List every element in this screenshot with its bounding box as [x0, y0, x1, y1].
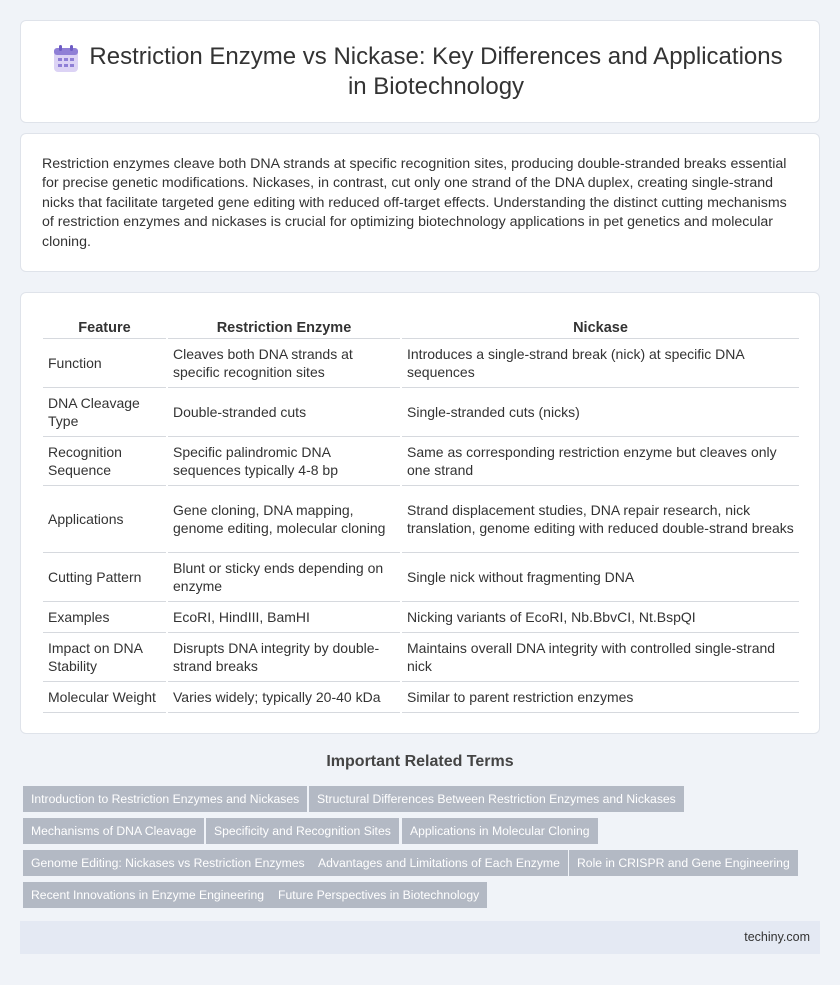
nickase-cell: Introduces a single-strand break (nick) at specific DNA sequences — [401, 338, 799, 387]
table-row — [43, 632, 799, 681]
related-tag-crispr[interactable]: Role in CRISPR and Gene Engineering — [569, 850, 798, 876]
related-terms-heading: Important Related Terms — [326, 753, 514, 770]
nickase-cell: Maintains overall DNA integrity with controlled single-strand nick — [401, 632, 799, 681]
nickase-cell: Single-stranded cuts (nicks) — [401, 387, 799, 436]
header-feature: Feature — [43, 314, 167, 338]
feature-cell: Recognition Sequence — [43, 436, 167, 485]
nickase-cell: Similar to parent restriction enzymes — [401, 681, 799, 712]
related-tag-structural-differences[interactable]: Structural Differences Between Restriction Enzymes and Nickases — [309, 786, 684, 812]
feature-cell: Cutting Pattern — [43, 552, 167, 601]
intro-paragraph: Restriction enzymes cleave both DNA strands at specific recognition sites, producing double-stranded breaks essential for precise genetic modifications. Nickases, in contrast, cut only one strand of the DNA duplex, creating single-strand nicks that facilitate targeted gene editing with reduced off-target effects. Understanding the distinct cutting mechanisms of restriction enzymes and nickases is crucial for optimizing biotechnology applications in pet genetics and molecular cloning. — [42, 156, 787, 250]
comparison-table-card — [20, 292, 820, 734]
nickase-cell: Nicking variants of EcoRI, Nb.BbvCI, Nt.BspQI — [401, 601, 799, 632]
footer-site-link[interactable]: techiny.com — [744, 930, 810, 944]
table-row — [43, 681, 799, 712]
table-row — [43, 338, 799, 387]
table-row — [43, 485, 799, 552]
table-header-row — [43, 314, 799, 338]
restriction-enzyme-cell: Cleaves both DNA strands at specific recognition sites — [167, 338, 401, 387]
restriction-enzyme-cell: Specific palindromic DNA sequences typically 4-8 bp — [167, 436, 401, 485]
feature-cell: DNA Cleavage Type — [43, 387, 167, 436]
restriction-enzyme-cell: Double-stranded cuts — [167, 387, 401, 436]
feature-cell: Function — [43, 338, 167, 387]
header-restriction-enzyme: Restriction Enzyme — [167, 314, 401, 338]
related-tag-applications[interactable]: Applications in Molecular Cloning — [402, 818, 598, 844]
related-tag-future-perspectives[interactable]: Future Perspectives in Biotechnology — [270, 882, 487, 908]
page-title: Restriction Enzyme vs Nickase: Key Differences and Applications in Biotechnology — [89, 42, 783, 100]
nickase-cell: Single nick without fragmenting DNA — [401, 552, 799, 601]
related-tag-recent-innovations[interactable]: Recent Innovations in Enzyme Engineering — [23, 882, 272, 908]
feature-cell: Molecular Weight — [43, 681, 167, 712]
table-row — [43, 552, 799, 601]
feature-cell: Applications — [43, 485, 167, 552]
related-tag-genome-editing[interactable]: Genome Editing: Nickases vs Restriction Enzymes — [23, 850, 313, 876]
related-tag-mechanisms[interactable]: Mechanisms of DNA Cleavage — [23, 818, 204, 844]
nickase-cell: Strand displacement studies, DNA repair research, nick translation, genome editing with reduced double-strand breaks — [401, 485, 799, 552]
restriction-enzyme-cell: EcoRI, HindIII, BamHI — [167, 601, 401, 632]
related-tag-advantages[interactable]: Advantages and Limitations of Each Enzyme — [310, 850, 568, 876]
intro-card — [20, 133, 820, 272]
footer-bar — [20, 921, 820, 954]
table-row — [43, 436, 799, 485]
restriction-enzyme-cell: Varies widely; typically 20-40 kDa — [167, 681, 401, 712]
header-card — [20, 20, 820, 123]
restriction-enzyme-cell: Blunt or sticky ends depending on enzyme — [167, 552, 401, 601]
related-tag-introduction[interactable]: Introduction to Restriction Enzymes and Nickases — [23, 786, 307, 812]
table-row — [43, 601, 799, 632]
comparison-table — [43, 314, 799, 713]
restriction-enzyme-cell: Disrupts DNA integrity by double-strand breaks — [167, 632, 401, 681]
feature-cell: Examples — [43, 601, 167, 632]
table-row — [43, 387, 799, 436]
header-nickase: Nickase — [401, 314, 799, 338]
restriction-enzyme-cell: Gene cloning, DNA mapping, genome editing, molecular cloning — [167, 485, 401, 552]
nickase-cell: Same as corresponding restriction enzyme but cleaves only one strand — [401, 436, 799, 485]
feature-cell: Impact on DNA Stability — [43, 632, 167, 681]
related-tag-specificity[interactable]: Specificity and Recognition Sites — [206, 818, 399, 844]
